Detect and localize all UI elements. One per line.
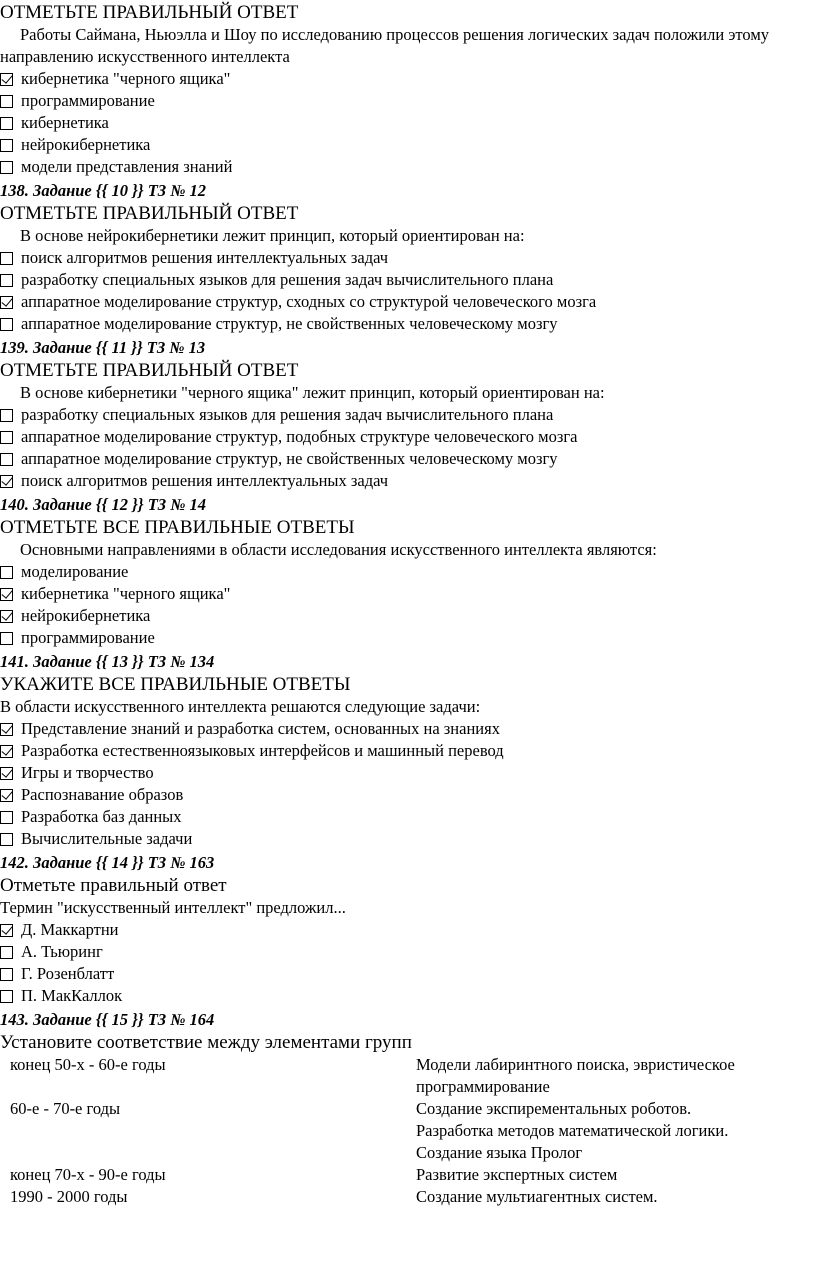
checked-checkbox-icon[interactable] [0,296,13,309]
empty-checkbox-icon[interactable] [0,161,13,174]
instruction-text: ОТМЕТЬТЕ ПРАВИЛЬНЫЙ ОТВЕТ [0,203,299,224]
match-right-item [416,1098,816,1164]
answer-option-label: разработку специальных языков для решения задач вычислительного плана [21,270,554,289]
question-block [0,494,816,649]
answer-option[interactable] [0,561,816,583]
answer-option[interactable] [0,156,816,178]
answer-option-label: кибернетика "черного ящика" [21,584,231,603]
checked-checkbox-icon[interactable] [0,789,13,802]
instruction-text: УКАЖИТЕ ВСЕ ПРАВИЛЬНЫЕ ОТВЕТЫ [0,674,351,695]
answer-option[interactable] [0,919,816,941]
question-block [0,651,816,850]
answer-option-label: Д. Маккартни [21,920,119,939]
answer-option[interactable] [0,963,816,985]
answer-option-label: кибернетика "черного ящика" [21,69,231,88]
empty-checkbox-icon[interactable] [0,274,13,287]
answer-option[interactable] [0,985,816,1007]
instruction-text: Установите соответствие между элементами групп [0,1032,412,1053]
answer-option-label: Игры и творчество [21,763,154,782]
answer-option-label: Представление знаний и разработка систем, основанных на знаниях [21,719,500,738]
question-block [0,852,816,1007]
empty-checkbox-icon[interactable] [0,566,13,579]
task-heading: 139. Задание {{ 11 }} ТЗ № 13 [0,338,206,357]
match-right-item [416,1054,816,1098]
task-heading: 142. Задание {{ 14 }} ТЗ № 163 [0,853,215,872]
empty-checkbox-icon[interactable] [0,252,13,265]
checked-checkbox-icon[interactable] [0,745,13,758]
answer-option-label: поиск алгоритмов решения интеллектуальных задач [21,248,389,267]
question-text: Основными направлениями в области исследования искусственного интеллекта являются: [20,540,657,559]
answer-option[interactable] [0,828,816,850]
checked-checkbox-icon[interactable] [0,723,13,736]
answer-option-label: программирование [21,628,155,647]
answer-option[interactable] [0,247,816,269]
answer-option[interactable] [0,448,816,470]
empty-checkbox-icon[interactable] [0,833,13,846]
answer-option-label: Распознавание образов [21,785,184,804]
answer-option-label: аппаратное моделирование структур, не свойственных человеческому мозгу [21,314,558,333]
checked-checkbox-icon[interactable] [0,610,13,623]
answer-option-label: нейрокибернетика [21,606,151,625]
matching-block [0,1009,816,1208]
task-heading: 143. Задание {{ 15 }} ТЗ № 164 [0,1010,215,1029]
match-right-line: Создание мультиагентных систем. [416,1187,658,1206]
checked-checkbox-icon[interactable] [0,767,13,780]
answer-option[interactable] [0,762,816,784]
answer-option-label: А. Тьюринг [21,942,103,961]
answer-option-label: поиск алгоритмов решения интеллектуальных задач [21,471,389,490]
match-left-item: конец 70-х - 90-е годы [10,1165,166,1184]
empty-checkbox-icon[interactable] [0,946,13,959]
match-right-line: Модели лабиринтного поиска, эвристическое программирование [416,1055,735,1096]
instruction-text: Отметьте правильный ответ [0,875,227,896]
match-left-item: 60-е - 70-е годы [10,1099,121,1118]
answer-option-label: модели представления знаний [21,157,233,176]
match-left-item: конец 50-х - 60-е годы [10,1055,166,1074]
empty-checkbox-icon[interactable] [0,95,13,108]
answer-option[interactable] [0,112,816,134]
instruction-text: ОТМЕТЬТЕ ПРАВИЛЬНЫЙ ОТВЕТ [0,2,299,23]
empty-checkbox-icon[interactable] [0,990,13,1003]
answer-option[interactable] [0,718,816,740]
question-text: В области искусственного интеллекта решаются следующие задачи: [0,697,481,716]
empty-checkbox-icon[interactable] [0,811,13,824]
answer-option[interactable] [0,90,816,112]
match-right-line: Разработка методов математической логики. [416,1121,729,1140]
answer-option[interactable] [0,291,816,313]
checked-checkbox-icon[interactable] [0,588,13,601]
empty-checkbox-icon[interactable] [0,431,13,444]
task-heading: 138. Задание {{ 10 }} ТЗ № 12 [0,181,207,200]
answer-option-label: Г. Розенблатт [21,964,115,983]
answer-option[interactable] [0,627,816,649]
question-block [0,180,816,335]
question-block [0,2,816,178]
question-text: Термин "искусственный интеллект" предложил... [0,898,346,917]
empty-checkbox-icon[interactable] [0,117,13,130]
empty-checkbox-icon[interactable] [0,139,13,152]
answer-option-label: Вычислительные задачи [21,829,193,848]
match-right-line: Создание языка Пролог [416,1143,583,1162]
empty-checkbox-icon[interactable] [0,318,13,331]
question-text: В основе кибернетики "черного ящика" лежит принцип, который ориентирован на: [20,383,605,402]
answer-option-label: кибернетика [21,113,109,132]
empty-checkbox-icon[interactable] [0,968,13,981]
answer-option[interactable] [0,470,816,492]
question-text: Работы Саймана, Ньюэлла и Шоу по исследованию процессов решения логических задач положили этому направлению искусственного интеллекта [0,25,770,66]
answer-option[interactable] [0,806,816,828]
answer-option[interactable] [0,134,816,156]
answer-option-label: разработку специальных языков для решения задач вычислительного плана [21,405,554,424]
answer-option[interactable] [0,404,816,426]
checked-checkbox-icon[interactable] [0,73,13,86]
match-right-line: Создание экспирементальных роботов. [416,1099,692,1118]
instruction-text: ОТМЕТЬТЕ ПРАВИЛЬНЫЙ ОТВЕТ [0,360,299,381]
answer-option[interactable] [0,269,816,291]
answer-option[interactable] [0,941,816,963]
answer-option[interactable] [0,426,816,448]
empty-checkbox-icon[interactable] [0,453,13,466]
checked-checkbox-icon[interactable] [0,924,13,937]
match-right-item [416,1186,816,1208]
answer-option-label: программирование [21,91,155,110]
answer-option-label: аппаратное моделирование структур, сходных со структурой человеческого мозга [21,292,597,311]
answer-option-label: П. МакКаллок [21,986,123,1005]
answer-option[interactable] [0,583,816,605]
matching-table [0,1054,816,1208]
answer-option[interactable] [0,784,816,806]
empty-checkbox-icon[interactable] [0,632,13,645]
answer-option-label: Разработка баз данных [21,807,182,826]
answer-option-label: Разработка естественноязыковых интерфейсов и машинный перевод [21,741,504,760]
answer-option[interactable] [0,68,816,90]
answer-option[interactable] [0,313,816,335]
instruction-text: ОТМЕТЬТЕ ВСЕ ПРАВИЛЬНЫЕ ОТВЕТЫ [0,517,355,538]
empty-checkbox-icon[interactable] [0,409,13,422]
match-right-item [416,1164,816,1186]
match-left-item: 1990 - 2000 годы [10,1187,128,1206]
answer-option-label: моделирование [21,562,129,581]
question-text: В основе нейрокибернетики лежит принцип, который ориентирован на: [20,226,525,245]
answer-option-label: нейрокибернетика [21,135,151,154]
task-heading: 140. Задание {{ 12 }} ТЗ № 14 [0,495,207,514]
question-block [0,337,816,492]
match-right-line: Развитие экспертных систем [416,1165,618,1184]
checked-checkbox-icon[interactable] [0,475,13,488]
answer-option[interactable] [0,740,816,762]
answer-option[interactable] [0,605,816,627]
task-heading: 141. Задание {{ 13 }} ТЗ № 134 [0,652,215,671]
answer-option-label: аппаратное моделирование структур, подобных структуре человеческого мозга [21,427,578,446]
answer-option-label: аппаратное моделирование структур, не свойственных человеческому мозгу [21,449,558,468]
